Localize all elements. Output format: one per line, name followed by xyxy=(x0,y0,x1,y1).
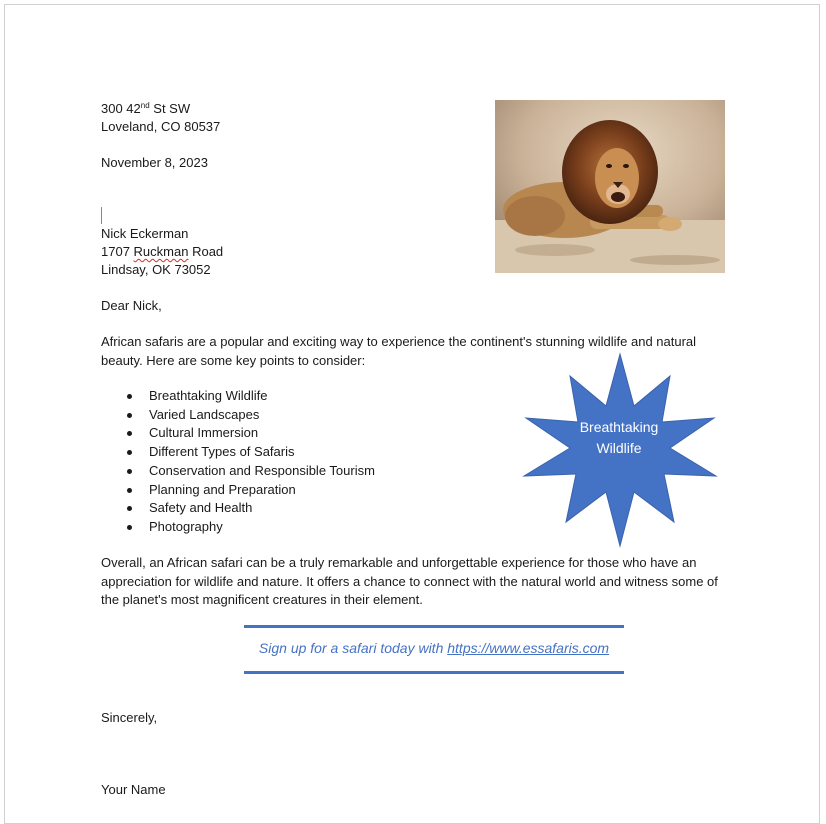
spellcheck-word: Ruckman xyxy=(133,244,189,259)
letter-date: November 8, 2023 xyxy=(101,155,208,170)
sender-street: 300 42nd St SW xyxy=(101,101,191,116)
text-cursor xyxy=(101,207,102,224)
starburst-label: Breathtaking Wildlife xyxy=(579,419,659,456)
list-item: Varied Landscapes xyxy=(149,406,375,425)
callout-bottom-border xyxy=(244,671,624,674)
list-item: Breathtaking Wildlife xyxy=(149,387,375,406)
intro-paragraph: African safaris are a popular and exciting way to experience the continent's stunning wildlife and natural beauty. Here are some key points to consider: xyxy=(101,334,697,368)
recipient-street: 1707 Ruckman Road xyxy=(101,244,224,259)
safari-website-link[interactable]: https://www.essafaris.com xyxy=(447,640,610,656)
callout-text: Sign up for a safari today with xyxy=(258,640,448,656)
list-item: Planning and Preparation xyxy=(149,481,375,500)
closing-paragraph: Overall, an African safari can be a truly remarkable and unforgettable experience for those who have an appreciation for wildlife and nature. It offers a chance to connect with the natural world and witness some of the planet's most magnificent creatures in their element. xyxy=(101,555,718,607)
signature-name: Your Name xyxy=(101,782,166,797)
salutation: Dear Nick, xyxy=(101,298,162,313)
sender-city: Loveland, CO 80537 xyxy=(101,119,221,134)
recipient-city: Lindsay, OK 73052 xyxy=(101,262,211,277)
recipient-name: Nick Eckerman xyxy=(101,226,189,241)
callout-top-border xyxy=(244,625,624,628)
key-points-list xyxy=(101,387,375,537)
signup-callout xyxy=(244,625,624,675)
signoff: Sincerely, xyxy=(101,710,158,725)
list-item: Photography xyxy=(149,518,375,537)
list-item: Different Types of Safaris xyxy=(149,443,375,462)
lion-photo[interactable] xyxy=(495,100,725,273)
list-item: Safety and Health xyxy=(149,499,375,518)
list-item: Conservation and Responsible Tourism xyxy=(149,462,375,481)
list-item: Cultural Immersion xyxy=(149,424,375,443)
